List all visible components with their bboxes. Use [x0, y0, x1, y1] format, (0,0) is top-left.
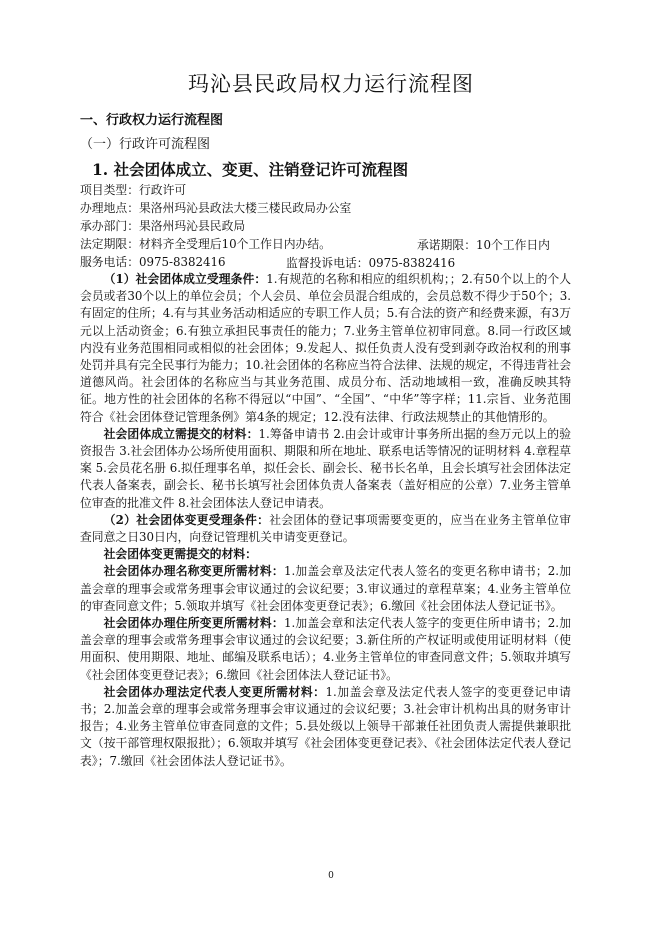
project-type: 项目类型：行政许可 — [80, 183, 187, 197]
subsection-heading: （一）行政许可流程图 — [80, 137, 211, 152]
paragraph-change-conditions — [80, 512, 571, 546]
change-materials-label: 社会团体变更需提交的材料： — [103, 547, 257, 562]
department: 承办部门：果洛州玛沁县民政局 — [80, 219, 246, 233]
complaint-phone: 监督投诉电话：0975-8382416 — [286, 256, 456, 270]
representative-change-text: 1.加盖会章及法定代表人签字的变更登记申请书；2.加盖会章的理事会或常务理事会审议通过的会议纪要；3.社会审计机构出具的财务审计报告；4.业务主管单位审查同意的文件；5.县处级以上领导干部兼任社团负责人需提供兼职批文（按干部管理权限报批）；6.领取并填写《社会团体变更登记表》、《社会团体法定代表人登记表》；7.缴回《社会团体法人登记证书》。 — [80, 684, 571, 768]
establish-conditions-label: （1）社会团体成立受理条件： — [103, 272, 267, 286]
legal-period: 法定期限：材料齐全受理后10个工作日内办结。 — [80, 237, 331, 251]
representative-change-label: 社会团体办理法定代表人变更所需材料： — [103, 684, 326, 699]
page-title: 玛沁县民政局权力运行流程图 — [188, 72, 474, 96]
page-number: 0 — [328, 871, 334, 881]
location: 办理地点：果洛州玛沁县政法大楼三楼民政局办公室 — [80, 201, 352, 215]
section-heading: 一、行政权力运行流程图 — [80, 113, 224, 128]
establish-materials-text: 1.筹备申请书 2.由会计或审计事务所出据的叁万元以上的验资报告 3.社会团体办公场所使用面积、期限和所在地址、联系电话等情况的证明材料 4.章程草案 5.会员花名册 6.拟任理事名单，拟任会长、副会长、秘书长名单，且会长填写社会团体法定代表人备案表，副会长、秘书长填写社会团体负责人备案表（盖好相应的公章）7.业务主管单位审查的批准文件 8.社会团体法人登记申请表。 — [80, 426, 571, 510]
address-change-label: 社会团体办理住所变更所需材料： — [103, 616, 284, 631]
body-text — [80, 271, 571, 770]
item-heading: 1. 社会团体成立、变更、注销登记许可流程图 — [92, 160, 409, 179]
paragraph-establish-materials — [80, 426, 571, 512]
service-phone: 服务电话：0975-8382416 — [80, 255, 226, 269]
paragraph-address-change — [80, 615, 571, 684]
paragraph-representative-change — [80, 684, 571, 770]
change-conditions-label: （2）社会团体变更受理条件： — [103, 512, 270, 527]
address-change-text: 1.加盖会章和法定代表人签字的变更住所申请书；2.加盖会章的理事会或常务理事会审议通过的会议纪要；3.新住所的产权证明或使用证明材料（使用面积、使用期限、地址、邮编及联系电话）；4.业务主管单位的审查同意文件；5.领取并填写《社会团体变更登记表》；6.缴回《社会团体法人登记证书》。 — [80, 616, 571, 682]
change-conditions-text: 社会团体的登记事项需要变更的，应当在业务主管单位审查同意之日30日内，向登记管理机关申请变更登记。 — [80, 512, 571, 545]
name-change-text: 1.加盖会章及法定代表人签名的变更名称申请书；2.加盖会章的理事会或常务理事会审议通过的会议纪要；3.审议通过的章程草案；4.业务主管单位的审查同意文件；5.领取并填写《社会团体变更登记表》；6.缴回《社会团体法人登记证书》。 — [80, 564, 571, 613]
paragraph-establish-conditions — [80, 271, 571, 426]
promise-period: 承诺期限：10个工作日内 — [417, 238, 550, 252]
establish-materials-label: 社会团体成立需提交的材料： — [103, 426, 259, 441]
establish-conditions-text: 1.有规范的名称和相应的组织机构；；2.有50个以上的个人会员或者30个以上的单位会员；个人会员、单位会员混合组成的，会员总数不得少于50个；3.有固定的住所；4.有与其业务活动相适应的专职工作人员；5.有合法的资产和经费来源，有3万元以上活动资金；6.有独立承担民事责任的能力；7.业务主管单位初审同意。8.同一行政区域内没有业务范围相同或相似的社会团体；9.发起人、拟任负责人没有受到剥夺政治权利的刑事处罚并具有完全民事行为能力；10.社会团体的名称应当符合法律、法规的规定，不得违背社会道德风尚。社会团体的名称应当与其业务范围、成员分布、活动地域相一致，准确反映其特征。地方性的社会团体的名称不得冠以“中国”、“全国”、“中华”等字样；11.宗旨、业务范围符合《社会团体登记管理条例》第4条的规定；12.没有法律、行政法规禁止的其他情形的。 — [80, 272, 572, 424]
name-change-label: 社会团体办理名称变更所需材料： — [103, 564, 284, 579]
paragraph-name-change — [80, 563, 571, 615]
paragraph-change-materials — [80, 546, 571, 563]
